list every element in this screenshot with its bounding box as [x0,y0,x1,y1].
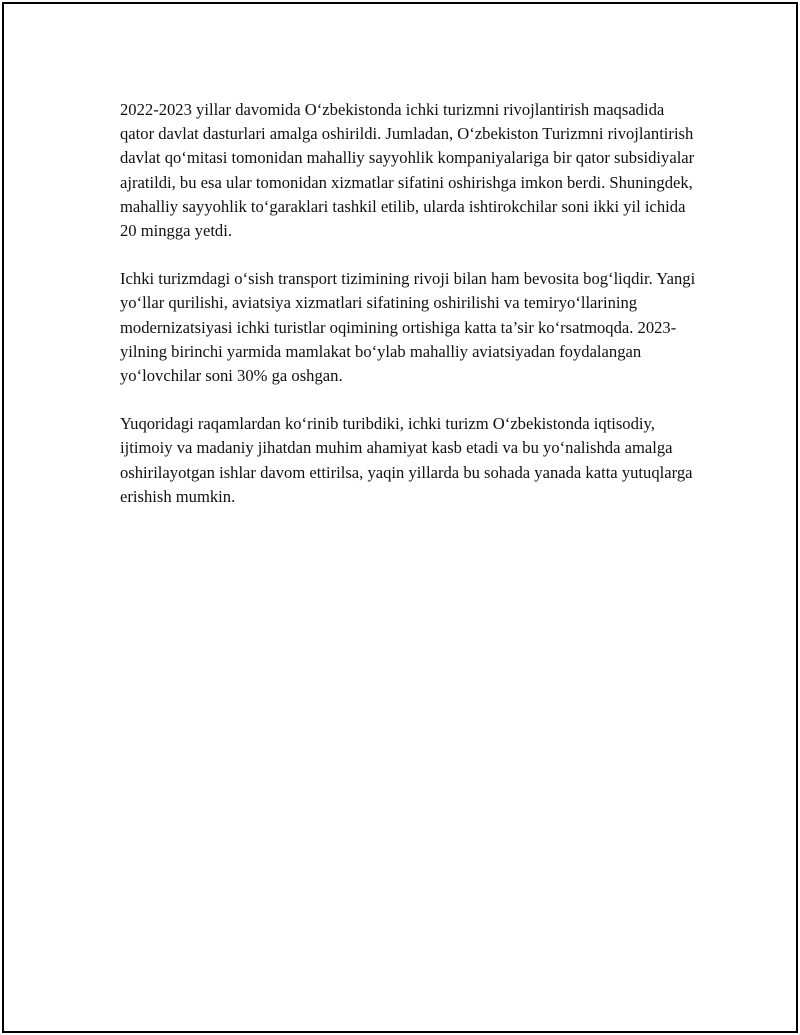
page-frame [2,2,798,1033]
paragraph-3: Yuqoridagi raqamlardan ko‘rinib turibdiki, ichki turizm O‘zbekistonda iqtisodiy, ijtimoiy va madaniy jihatdan muhim ahamiyat kasb etadi va bu yo‘nalishda amalga oshirilayotgan ishlar davom ettirilsa, yaqin yillarda bu sohada yanada katta yutuqlarga erishish mumkin. [120,414,693,506]
paragraph-2: Ichki turizmdagi o‘sish transport tizimining rivoji bilan ham bevosita bog‘liqdir. Yangi yo‘llar qurilishi, aviatsiya xizmatlari sifatining oshirilishi va temiryo‘llarining modernizatsiyasi ichki turistlar oqimining ortishiga katta ta’sir ko‘rsatmoqda. 2023-yilning birinchi yarmida mamlakat bo‘ylab mahalliy aviatsiyadan foydalangan yo‘lovchilar soni 30% ga oshgan. [120,269,696,386]
document-body [120,98,700,533]
paragraph-1: 2022-2023 yillar davomida O‘zbekistonda ichki turizmni rivojlantirish maqsadida qator davlat dasturlari amalga oshirildi. Jumladan, O‘zbekiston Turizmni rivojlantirish davlat qo‘mitasi tomonidan mahalliy sayyohlik kompaniyalariga bir qator subsidiyalar ajratildi, bu esa ular tomonidan xizmatlar sifatini oshirishga imkon berdi. Shuningdek, mahalliy sayyohlik to‘garaklari tashkil etilib, ularda ishtirokchilar soni ikki yil ichida 20 mingga yetdi. [120,100,695,241]
